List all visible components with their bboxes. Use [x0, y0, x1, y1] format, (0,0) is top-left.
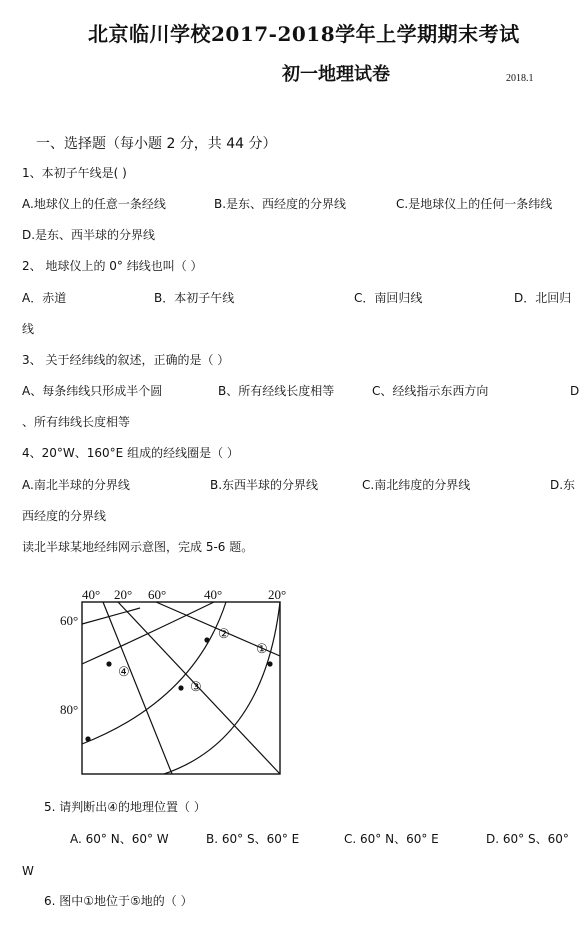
point-dot: [85, 736, 90, 741]
graticule-figure: [60, 580, 304, 780]
q6-stem: 6. 图中①地位于⑤地的（ ）: [44, 894, 193, 908]
section-heading: 一、选择题（每小题 2 分，共 44 分）: [36, 136, 277, 152]
q2-option-c: C．南回归线: [354, 291, 423, 305]
point-dot: [267, 661, 272, 666]
q4-option-c: C.南北纬度的分界线: [362, 478, 471, 492]
exam-date: 2018.1: [506, 73, 534, 84]
q4-stem: 4、20°W、160°E 组成的经线圈是（ ）: [22, 446, 239, 460]
exam-title: 北京临川学校2017-2018学年上学期期末考试: [88, 22, 520, 46]
q2-option-d: D．北回归: [514, 291, 572, 305]
q1-option-c: C.是地球仪上的任何一条纬线: [396, 197, 553, 211]
top-label: 20°: [114, 587, 133, 602]
q3-option-b: B、所有经线长度相等: [218, 384, 335, 398]
q5-option-c: C. 60° N、60° E: [344, 832, 439, 846]
q5-option-b: B. 60° S、60° E: [206, 832, 300, 846]
q2-option-b: B．本初子午线: [154, 291, 235, 305]
left-label: 80°: [60, 702, 79, 717]
top-label: 40°: [204, 587, 223, 602]
top-label: 60°: [148, 587, 167, 602]
q5-option-a: A. 60° N、60° W: [70, 832, 169, 846]
q4-option-d: D.东: [550, 478, 576, 492]
q3-option-c: C、经线指示东西方向: [372, 384, 489, 398]
q1-stem: 1、本初子午线是( ): [22, 166, 127, 180]
point-dot: [178, 685, 183, 690]
point-label-1: ①: [256, 641, 268, 656]
q3-option-d-continued: 、所有纬线长度相等: [22, 415, 131, 429]
q3-option-a: A、每条纬线只形成半个圆: [22, 384, 163, 398]
q1-option-b: B.是东、西经度的分界线: [214, 197, 347, 211]
q4-option-a: A.南北半球的分界线: [22, 478, 130, 492]
left-label: 60°: [60, 613, 79, 628]
q4-option-b: B.东西半球的分界线: [210, 478, 319, 492]
meridian-line: [103, 602, 172, 774]
top-label: 20°: [268, 587, 287, 602]
q2-stem: 2、 地球仪上的 0° 纬线也叫（ ）: [22, 259, 203, 273]
q5-option-d-continued: W: [22, 864, 34, 878]
exam-subtitle: 初一地理试卷: [282, 64, 390, 85]
q3-option-d: D: [570, 384, 580, 398]
figure-intro: 读北半球某地经纬网示意图，完成 5-6 题。: [22, 540, 254, 554]
parallel-arc: [82, 602, 214, 664]
q5-option-d: D. 60° S、60°: [486, 832, 569, 846]
q2-option-d-continued: 线: [22, 322, 35, 336]
q1-option-a: A.地球仪上的任意一条经线: [22, 197, 166, 211]
top-label: 40°: [82, 587, 101, 602]
point-label-3: ③: [190, 679, 202, 694]
point-label-2: ②: [218, 626, 230, 641]
point-dot: [106, 661, 111, 666]
q2-option-a: A．赤道: [22, 291, 67, 305]
q4-option-d-continued: 西经度的分界线: [22, 509, 107, 523]
point-label-4: ④: [118, 664, 130, 679]
q1-option-d: D.是东、西半球的分界线: [22, 228, 156, 242]
q5-stem: 5. 请判断出④的地理位置（ ）: [44, 800, 206, 814]
point-dot: [204, 637, 209, 642]
q3-stem: 3、 关于经纬线的叙述，正确的是（ ）: [22, 353, 230, 367]
